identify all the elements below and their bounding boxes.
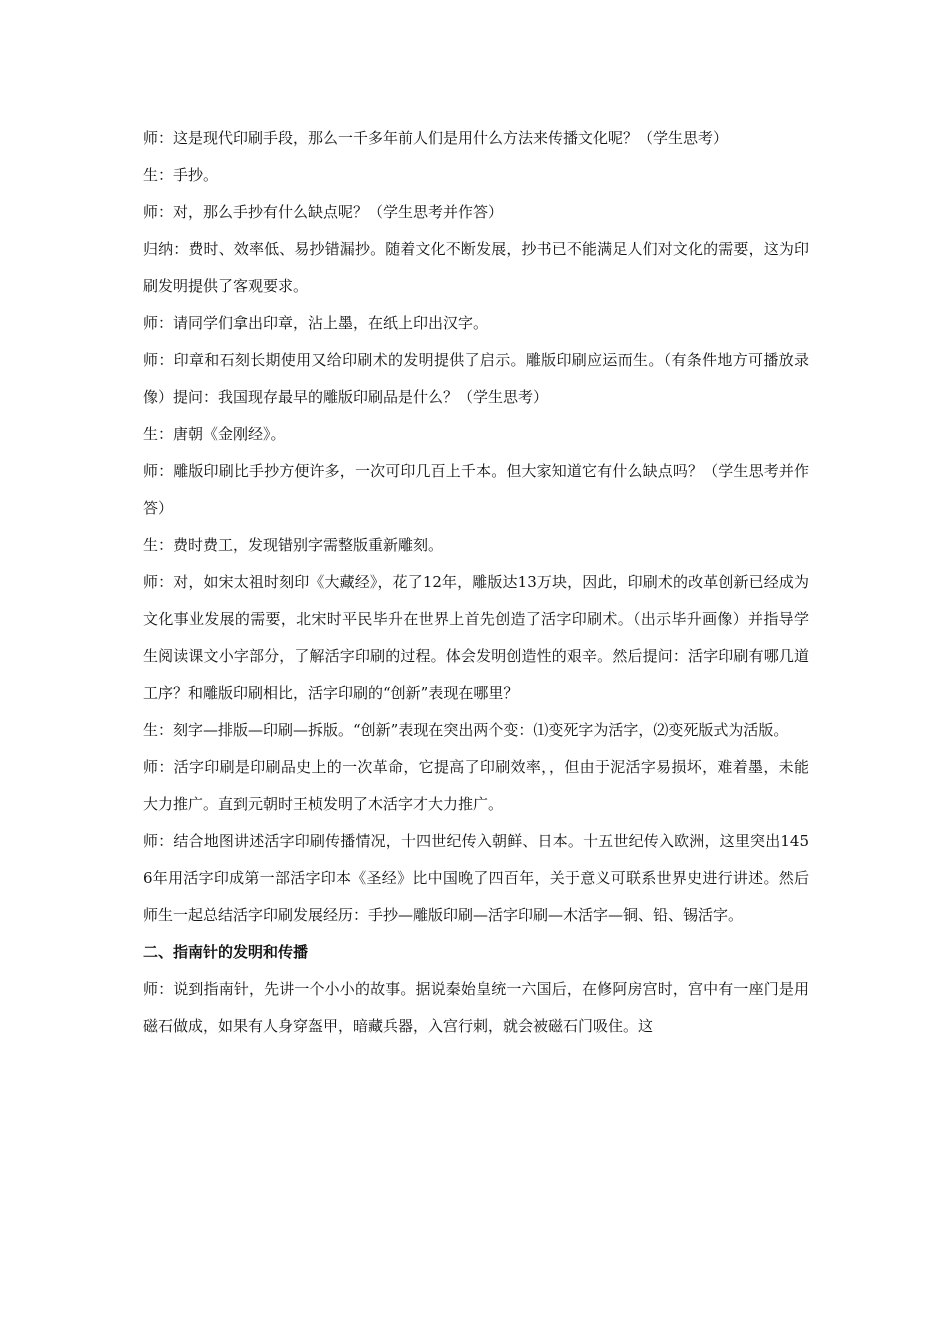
paragraph-11: 生：刻字—排版—印刷—拆版。“创新”表现在突出两个变：⑴变死字为活字，⑵变死版式为活版。 bbox=[143, 721, 789, 739]
paragraph-9: 生：费时费工，发现错别字需整版重新雕刻。 bbox=[143, 536, 444, 554]
paragraph-5: 师：请同学们拿出印章，沾上墨，在纸上印出汉字。 bbox=[143, 314, 489, 332]
paragraph-12: 师：活字印刷是印刷品史上的一次革命，它提高了印刷效率，，但由于泥活字易损坏，难着墨，未能大力推广。直到元朝时王桢发明了木活字才大力推广。 bbox=[143, 758, 809, 813]
paragraph-4: 归纳：费时、效率低、易抄错漏抄。随着文化不断发展，抄书已不能满足人们对文化的需要，这为印刷发明提供了客观要求。 bbox=[143, 240, 809, 295]
paragraph-13: 师：结合地图讲述活字印刷传播情况，十四世纪传入朝鲜、日本。十五世纪传入欧洲，这里突出1456年用活字印成第一部活字印本《圣经》比中国晚了四百年，关于意义可联系世界史进行讲述。然后师生一起总结活字印刷发展经历：手抄—雕版印刷—活字印刷—木活字—铜、铅、锡活字。 bbox=[143, 832, 809, 924]
paragraph-8: 师：雕版印刷比手抄方便许多，一次可印几百上千本。但大家知道它有什么缺点吗？（学生思考并作答） bbox=[143, 462, 809, 517]
section-heading: 二、指南针的发明和传播 bbox=[143, 943, 309, 961]
paragraph-14: 师：说到指南针，先讲一个小小的故事。据说秦始皇统一六国后，在修阿房宫时，宫中有一座门是用磁石做成，如果有人身穿盔甲，暗藏兵器，入宫行刺，就会被磁石门吸住。这 bbox=[143, 980, 809, 1035]
paragraph-10: 师：对，如宋太祖时刻印《大藏经》，花了12年，雕版达13万块，因此，印刷术的改革创新已经成为文化事业发展的需要，北宋时平民毕升在世界上首先创造了活字印刷术。（出示毕升画像）并指导学生阅读课文小字部分，了解活字印刷的过程。体会发明创造性的艰辛。然后提问：活字印刷有哪几道工序？和雕版印刷相比，活字印刷的“创新”表现在哪里？ bbox=[143, 573, 809, 702]
paragraph-2: 生：手抄。 bbox=[143, 166, 219, 184]
document-body bbox=[143, 120, 809, 1045]
paragraph-6: 师：印章和石刻长期使用又给印刷术的发明提供了启示。雕版印刷应运而生。（有条件地方可播放录像）提问：我国现存最早的雕版印刷品是什么？（学生思考） bbox=[143, 351, 809, 406]
paragraph-3: 师：对，那么手抄有什么缺点呢？（学生思考并作答） bbox=[143, 203, 504, 221]
paragraph-7: 生：唐朝《金刚经》。 bbox=[143, 425, 286, 443]
paragraph-1: 师：这是现代印刷手段，那么一千多年前人们是用什么方法来传播文化呢？（学生思考） bbox=[143, 129, 729, 147]
